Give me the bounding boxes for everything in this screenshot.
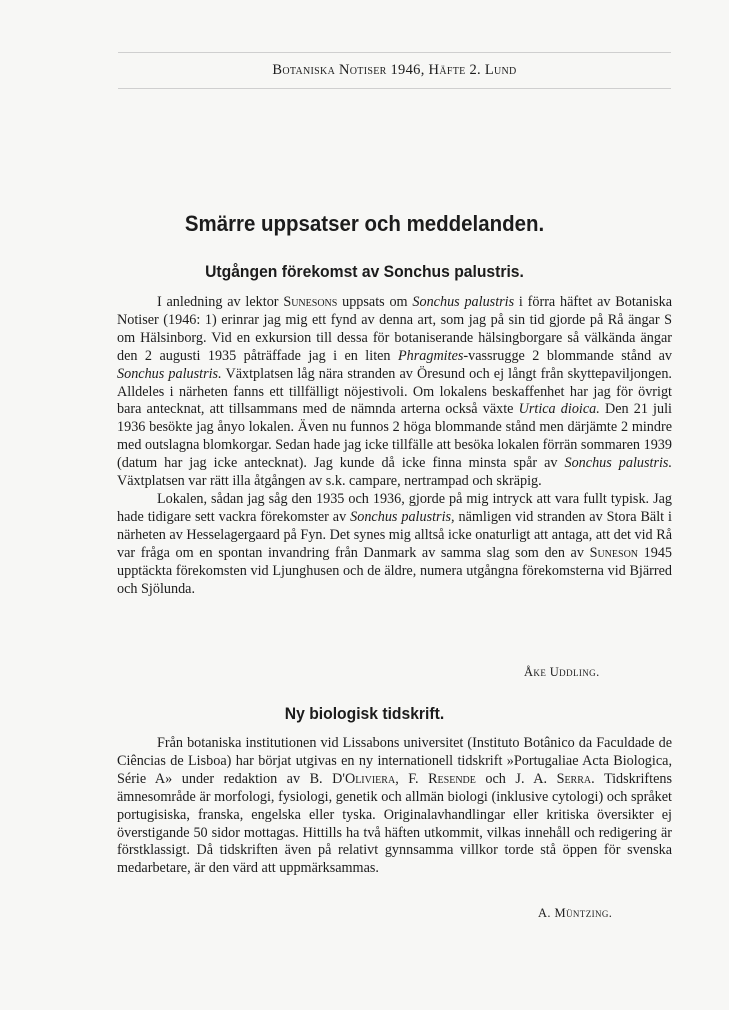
species-name: Sonchus palustris [412, 294, 515, 310]
paragraph: Från botaniska institutionen vid Lissabons universitet (Instituto Botânico da Faculdade de Ciências de Lisboa) har börjat utgivas en ny internationell tidskrift »Portugaliae Acta Biologica, Série A» under redaktion av B. D'Oliviera, F. Resende och J. A. Serra. Tidskriftens ämnesområde är morfologi, fysiologi, genetik och allmän biologi (inklusive cytologi) och språket portugisiska, franska, engelska eller tyska. Originalavhandlingar eller kritiska översikter ej överstigande 50 sidor mottagas. Hittills ha två häften utkommit, vilkas innehåll och redigering är förstklassigt. Då tidskriften även på relativt gynnsamma villkor torde stå öppen för svenska medarbetare, är den värd att uppmärksammas. [117, 735, 673, 877]
paragraph: Lokalen, sådan jag såg den 1935 och 1936, gjorde på mig intryck att vara fullt typisk. Jag hade tidigare sett vackra förekomster av Sonchus palustris, nämligen vid stranden av Stora Bält i närheten av Hesselagergaard på Fyn. Det synes mig alltså icke onaturligt att antaga, att det vid Rå var fråga om en spontan invandring från Danmark av samma slag som den av Suneson 1945 upptäckta förekomsten vid Ljunghusen och de äldre, numera utgångna förekomsterna vid Bjärred och Sjölunda. [117, 490, 673, 597]
article-title-sonchus: Utgången förekomst av Sonchus palustris. [205, 263, 524, 281]
signature-muntzing: A. Müntzing. [538, 906, 613, 920]
article-body-tidskrift [117, 735, 672, 878]
species-name: Urtica dioica. [518, 401, 600, 418]
paragraph: I anledning av lektor Sunesons uppsats om Sonchus palustris i förra häftet av Botaniska Notiser (1946: 1) erinrar jag mig ett fynd av denna art, som jag på sin tid gjorde på Rå ängar S om Hälsinborg. Vid en exkursion till dessa för botaniserande hälsingborgare så välkända ängar den 2 augusti 1935 påträffade jag i en liten Phragmites-vassrugge 2 blommande stånd av Sonchus palustris. Växtplatsen låg nära stranden av Öresund och ej långt från skyttepaviljongen. Alldeles i närheten fanns ett tillfälligt nöjestivoli. Om lokalens beskaffenhet har jag för övrigt bara antecknat, att tillsammans med de nämnda arterna också växte Urtica dioica. Den 21 juli 1936 besökte jag ånyo lokalen. Även nu funnos 2 höga blommande stånd men därjämte 2 mindre med outslagna blomkorgar. Sedan hade jag icke tillfälle att besöka lokalen förrän sommaren 1939 (datum har jag icke antecknat). Jag kunde då icke finna minsta spår av Sonchus palustris. Växtplatsen var rätt illa åtgången av s.k. campare, nertrampad och skräpig. [117, 294, 673, 490]
editor-name: D'Oliviera [332, 770, 396, 787]
species-name: Sonchus palustris. [564, 455, 672, 472]
header-bottom-rule [118, 88, 671, 89]
author-name: Sunesons [283, 294, 338, 310]
editor-name: Resende [428, 770, 476, 787]
running-head: Botaniska Notiser 1946, Häfte 2. Lund [272, 62, 517, 78]
editor-name: Serra [556, 770, 592, 787]
article-body-sonchus [117, 294, 672, 598]
species-name: Sonchus palustris, [350, 508, 455, 525]
author-name: Suneson [589, 544, 639, 561]
genus-name: Phragmites [397, 347, 464, 364]
species-name: Sonchus palustris. [117, 365, 222, 382]
section-title: Smärre uppsatser och meddelanden. [184, 211, 545, 236]
header-top-rule [118, 52, 671, 53]
article-title-tidskrift: Ny biologisk tidskrift. [284, 705, 445, 723]
signature-uddling: Åke Uddling. [524, 665, 600, 679]
